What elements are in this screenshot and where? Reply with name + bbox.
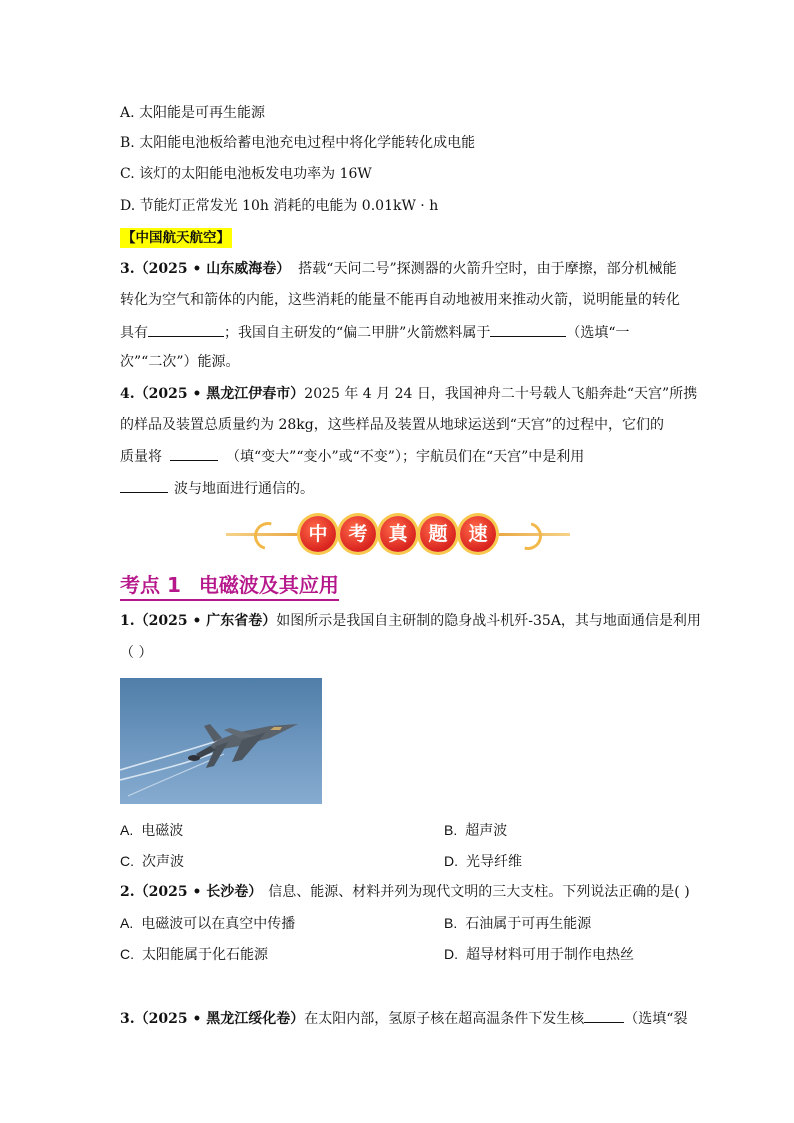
e2-option-d: D. 超导材料可用于制作电热丝	[444, 946, 634, 963]
q4-line-1	[120, 384, 697, 404]
q3-line-1	[120, 259, 677, 279]
e1-source: 1.（2025 • 广东省卷）	[120, 613, 277, 629]
banner-char: 速	[460, 516, 496, 552]
e3-blank	[584, 1008, 624, 1023]
e3-stem-b: （选填“裂	[624, 1011, 688, 1027]
q3-line-4: 次”“二次”）能源。	[120, 354, 240, 370]
e1-option-a: A. 电磁波	[120, 822, 184, 839]
section-tag: 【中国航天航空】	[122, 230, 230, 246]
option-b: B. 太阳能电池板给蓄电池充电过程中将化学能转化成电能	[120, 135, 476, 151]
option-d: D. 节能灯正常发光 10h 消耗的电能为 0.01kW · h	[120, 198, 439, 214]
q3-line-2: 转化为空气和箭体的内能，这些消耗的能量不能再自动地被用来推动火箭，说明能量的转化	[120, 292, 680, 308]
q4-source: 4.（2025 • 黑龙江伊春市）	[120, 386, 305, 402]
q4-text-4: 波与地面进行通信的。	[174, 481, 314, 497]
e1-option-c: C. 次声波	[120, 853, 184, 870]
q4-text-3a: 质量将	[120, 449, 162, 465]
e2-option-c: C. 太阳能属于化石能源	[120, 946, 268, 963]
q4-blank-1	[170, 446, 218, 461]
e1-option-d: D. 光导纤维	[444, 853, 522, 870]
e1-stem: 如图所示是我国自主研制的隐身战斗机歼-35A，其与地面通信是利用	[276, 613, 701, 629]
option-c: C. 该灯的太阳能电池板发电功率为 16W	[120, 166, 372, 182]
e2-option-b: B. 石油属于可再生能源	[444, 915, 592, 932]
q4-line-3	[120, 446, 584, 467]
e3-source: 3.（2025 • 黑龙江绥化卷）	[120, 1011, 305, 1027]
q3-source: 3.（2025 • 山东威海卷）	[120, 261, 291, 277]
exam-banner	[218, 512, 578, 556]
option-a: A. 太阳能是可再生能源	[120, 105, 266, 121]
q4-line-4	[120, 478, 314, 499]
q4-text-3b: （填“变大”“变小”或“不变”）；宇航员们在“天宫”中是利用	[226, 449, 585, 465]
q4-blank-2	[120, 478, 168, 493]
q4-line-2: 的样品及装置总质量约为 28kg，这些样品及装置从地球运送到“天宫”的过程中，它们的	[120, 417, 665, 433]
banner-char: 真	[380, 516, 416, 552]
topic-title: 电磁波及其应用	[198, 573, 339, 597]
q3-blank-1	[148, 322, 224, 337]
q3-text-1: 搭载“天问二号”探测器的火箭升空时，由于摩擦，部分机械能	[298, 261, 677, 277]
topic-heading	[120, 571, 339, 601]
banner-curl-right	[509, 517, 547, 555]
q4-text-1: 2025 年 4 月 24 日，我国神舟二十号载人飞船奔赴“天宫”所携	[304, 386, 698, 402]
q3-text-3b: ；我国自主研发的“偏二甲肼”火箭燃料属于	[224, 325, 491, 341]
e3-stem-a: 在太阳内部，氢原子核在超高温条件下发生核	[304, 1011, 585, 1027]
q3-text-3c: （选填“一	[566, 325, 630, 341]
q3-blank-2	[490, 322, 566, 337]
q3-text-3a: 具有	[120, 325, 148, 341]
q3-line-3	[120, 322, 630, 343]
e3-line-1	[120, 1008, 687, 1029]
topic-label: 考点 1	[120, 573, 181, 597]
e2-line-1	[120, 882, 690, 902]
e2-source: 2.（2025 • 长沙卷）	[120, 884, 263, 900]
banner-char: 中	[300, 516, 336, 552]
banner-curl-left	[249, 517, 287, 555]
e1-line-1	[120, 611, 701, 631]
jet-photo	[120, 678, 322, 804]
e1-paren: （ ）	[120, 645, 153, 661]
banner-char: 考	[340, 516, 376, 552]
e2-stem: 信息、能源、材料并列为现代文明的三大支柱。下列说法正确的是( )	[268, 884, 690, 900]
banner-circles	[300, 512, 496, 556]
e2-option-a: A. 电磁波可以在真空中传播	[120, 915, 296, 932]
e1-option-b: B. 超声波	[444, 822, 508, 839]
banner-char: 题	[420, 516, 456, 552]
